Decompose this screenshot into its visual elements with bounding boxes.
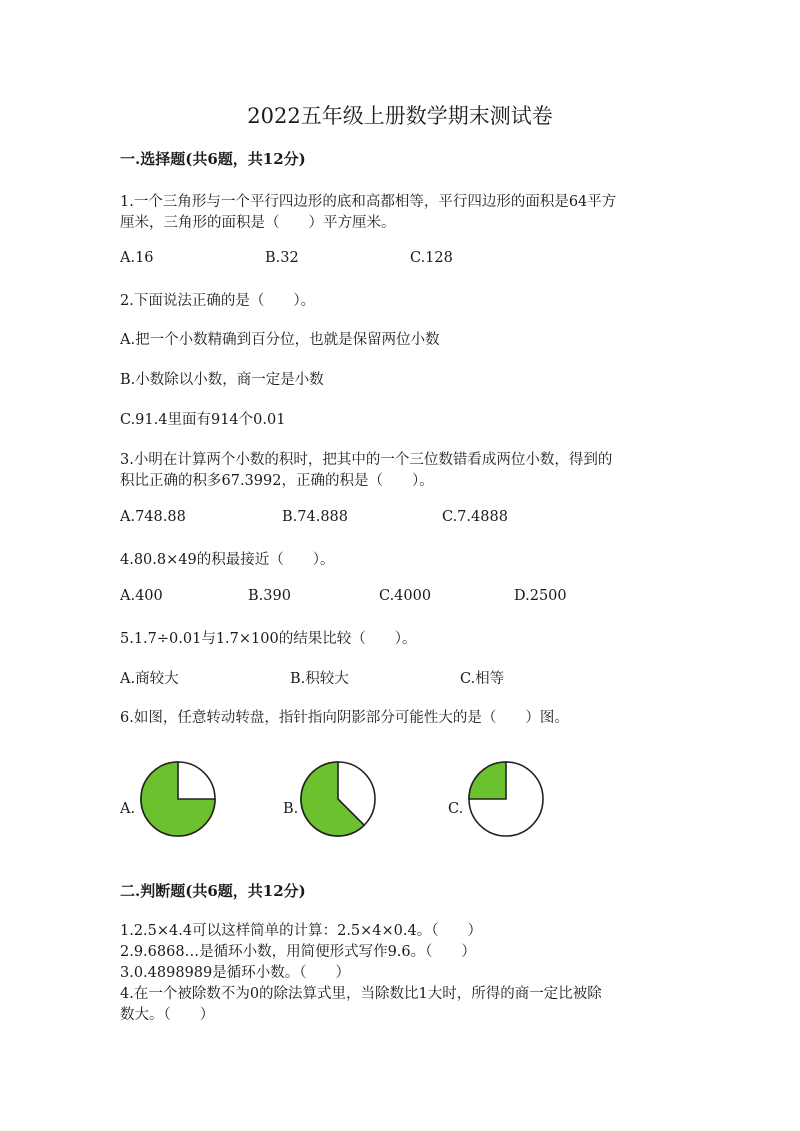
- section-heading-judgement: 二.判断题(共6题，共12分): [120, 882, 306, 900]
- q3-line1: 3.小明在计算两个小数的积时，把其中的一个三位数错看成两位小数，得到的: [120, 452, 613, 468]
- judge-item-4-line1: 4.在一个被除数不为0的除法算式里，当除数比1大时，所得的商一定比被除: [120, 986, 602, 1002]
- section-heading-choice: 一.选择题(共6题，共12分): [120, 150, 306, 168]
- pie-c-shaded-sector: [469, 762, 506, 799]
- page-title: 2022五年级上册数学期末测试卷: [247, 104, 553, 128]
- q5-option-b: B.积较大: [290, 671, 349, 687]
- q1-option-b: B.32: [265, 250, 299, 266]
- pie-b: [298, 759, 378, 839]
- q3-option-b: B.74.888: [282, 509, 349, 525]
- pie-c: [466, 759, 546, 839]
- q3-line2: 积比正确的积多67.3992，正确的积是（ ）。: [120, 473, 434, 489]
- q4-line1: 4.80.8×49的积最接近（ ）。: [120, 552, 335, 568]
- judge-item-3: 3.0.4898989是循环小数。（ ）: [120, 965, 350, 981]
- q4-option-a: A.400: [120, 588, 163, 604]
- q2-option-a: A.把一个小数精确到百分位，也就是保留两位小数: [120, 332, 440, 348]
- q1-line1: 1.一个三角形与一个平行四边形的底和高都相等，平行四边形的面积是64平方: [120, 194, 617, 210]
- q2-option-b: B.小数除以小数，商一定是小数: [120, 372, 324, 388]
- q2-line1: 2.下面说法正确的是（ ）。: [120, 293, 316, 309]
- pie-b-label: B.: [283, 801, 299, 817]
- q4-option-c: C.4000: [379, 588, 432, 604]
- pie-a: [138, 759, 218, 839]
- q4-option-b: B.390: [248, 588, 291, 604]
- judge-item-1: 1.2.5×4.4可以这样简单的计算：2.5×4×0.4。（ ）: [120, 923, 482, 939]
- judge-item-2: 2.9.6868…是循环小数，用简便形式写作9.6。（ ）: [120, 944, 476, 960]
- q1-option-c: C.128: [410, 250, 453, 266]
- q2-option-c: C.91.4里面有914个0.01: [120, 412, 286, 428]
- q5-option-a: A.商较大: [120, 671, 179, 687]
- q6-line1: 6.如图，任意转动转盘，指针指向阴影部分可能性大的是（ ）图。: [120, 710, 569, 726]
- q1-line2: 厘米，三角形的面积是（ ）平方厘米。: [120, 215, 396, 231]
- pie-a-label: A.: [120, 801, 136, 817]
- q5-option-c: C.相等: [460, 671, 505, 687]
- q1-option-a: A.16: [120, 250, 154, 266]
- judge-item-4-line2: 数大。（ ）: [120, 1007, 215, 1023]
- q3-option-c: C.7.4888: [442, 509, 508, 525]
- q3-option-a: A.748.88: [120, 509, 186, 525]
- pie-c-label: C.: [448, 801, 464, 817]
- q4-option-d: D.2500: [514, 588, 567, 604]
- q5-line1: 5.1.7÷0.01与1.7×100的结果比较（ ）。: [120, 631, 417, 647]
